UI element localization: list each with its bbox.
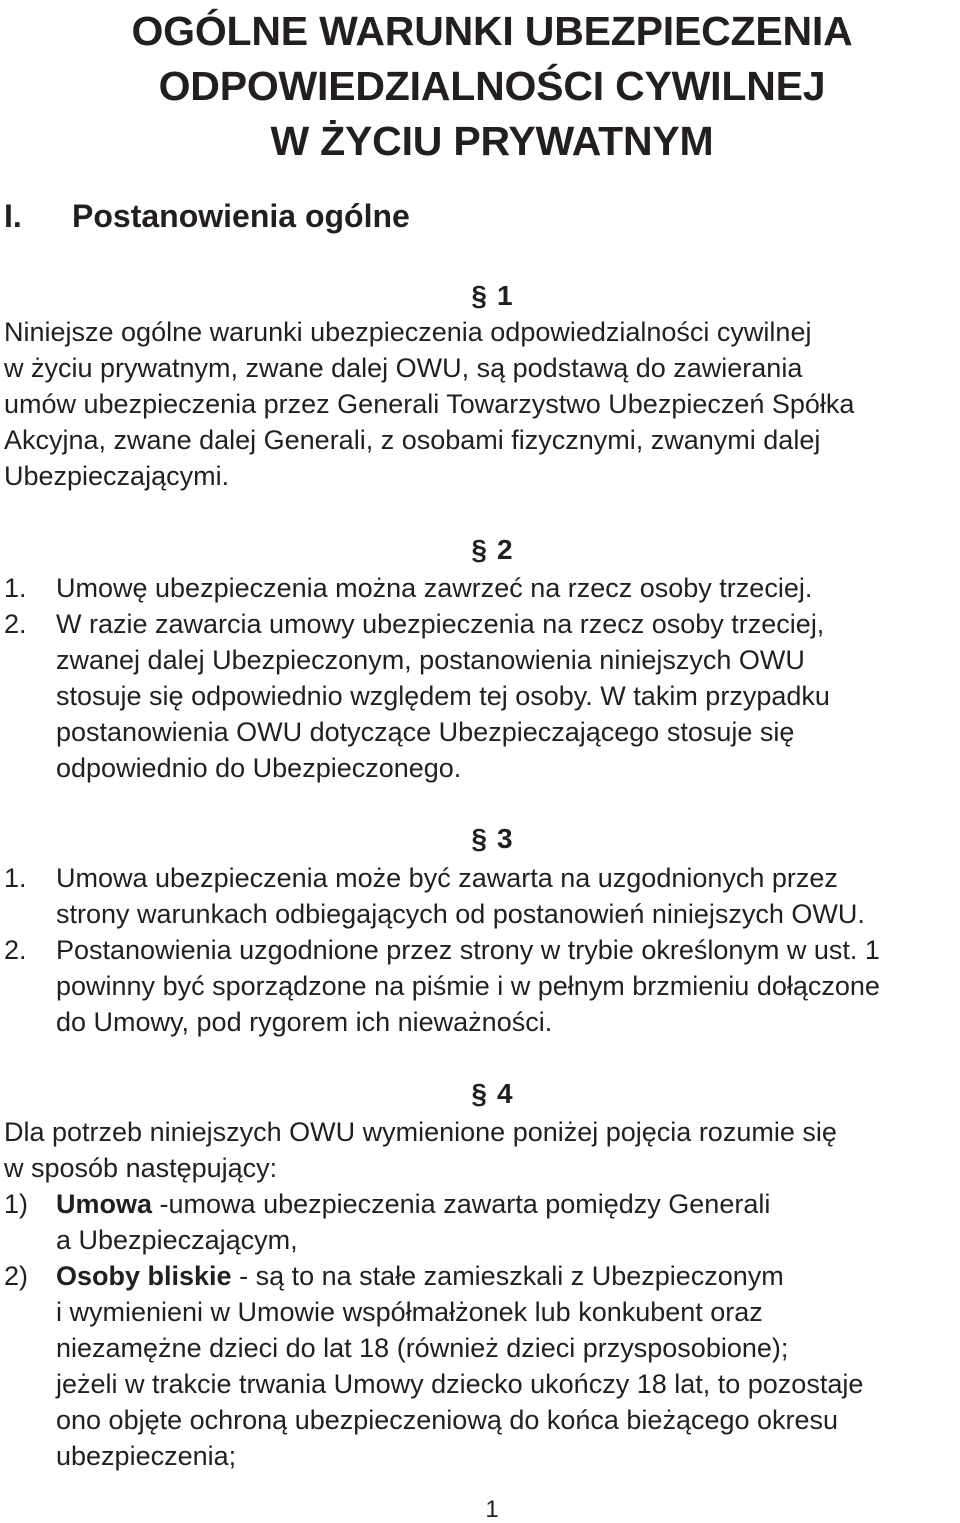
text-line: ono objęte ochroną ubezpieczeniową do końca bieżącego okresu xyxy=(56,1405,839,1435)
paragraph-number: 4 xyxy=(497,1078,513,1109)
text-line: Ubezpieczającymi. xyxy=(4,461,230,491)
text-line: do Umowy, pod rygorem ich nieważności. xyxy=(56,1007,553,1037)
text-line: stosuje się odpowiednio względem tej osoby. W takim przypadku xyxy=(56,681,830,711)
section-sign: § xyxy=(471,280,487,311)
list-item xyxy=(4,570,960,606)
definition-text: - są to na stałe zamieszkali z Ubezpieczonym xyxy=(231,1261,784,1291)
text-line: Umowę ubezpieczenia można zawrzeć na rzecz osoby trzeciej. xyxy=(56,573,813,603)
text-line: Niniejsze ogólne warunki ubezpieczenia odpowiedzialności cywilnej xyxy=(4,317,812,347)
item-number: 1. xyxy=(4,573,27,603)
text-line: postanowienia OWU dotyczące Ubezpieczającego stosuje się xyxy=(56,717,795,747)
item-number: 1. xyxy=(4,863,27,893)
paragraph-heading xyxy=(0,822,960,856)
text-line: W razie zawarcia umowy ubezpieczenia na rzecz osoby trzeciej, xyxy=(56,609,825,639)
section-sign: § xyxy=(471,823,487,854)
section-sign: § xyxy=(471,1078,487,1109)
definition-item xyxy=(4,1258,960,1474)
text-line: zwanej dalej Ubezpieczonym, postanowienia niniejszych OWU xyxy=(56,645,805,675)
title-line: W ŻYCIU PRYWATNYM xyxy=(270,118,714,164)
text-line: Dla potrzeb niniejszych OWU wymienione poniżej pojęcia rozumie się xyxy=(4,1117,837,1147)
text-line: powinny być sporządzone na piśmie i w pełnym brzmieniu dołączone xyxy=(56,971,880,1001)
text-line xyxy=(56,1186,960,1222)
title-line: ODPOWIEDZIALNOŚCI CYWILNEJ xyxy=(158,63,826,109)
list-item xyxy=(4,860,960,932)
text-line: Akcyjna, zwane dalej Generali, z osobami fizycznymi, zwanymi dalej xyxy=(4,425,821,455)
item-number: 2. xyxy=(4,935,27,965)
section-sign: § xyxy=(471,534,487,565)
text-line xyxy=(56,1258,960,1294)
page-number: 1 xyxy=(485,1496,499,1523)
text-line: jeżeli w trakcie trwania Umowy dziecko ukończy 18 lat, to pozostaje xyxy=(56,1369,864,1399)
text-line: a Ubezpieczającym, xyxy=(56,1225,298,1255)
document-title xyxy=(0,4,960,169)
chapter-title: Postanowienia ogólne xyxy=(72,198,410,234)
list-item xyxy=(4,606,960,786)
text-line: Postanowienia uzgodnione przez strony w trybie określonym w ust. 1 xyxy=(56,935,880,965)
paragraph-4-body xyxy=(4,1114,960,1474)
definitions-list xyxy=(4,1186,960,1474)
chapter-number: I. xyxy=(4,198,22,234)
text-line: i wymienieni w Umowie współmałżonek lub konkubent oraz xyxy=(56,1297,763,1327)
defined-term: Umowa xyxy=(56,1189,153,1219)
text-line: w sposób następujący: xyxy=(4,1153,278,1183)
paragraph-number: 3 xyxy=(497,823,513,854)
text-line: strony warunkach odbiegających od postanowień niniejszych OWU. xyxy=(56,899,865,929)
title-line: OGÓLNE WARUNKI UBEZPIECZENIA xyxy=(131,8,853,54)
item-number: 1) xyxy=(4,1189,29,1219)
paragraph-heading xyxy=(0,533,960,567)
text-line: w życiu prywatnym, zwane dalej OWU, są podstawą do zawierania xyxy=(4,353,803,383)
text-line: Umowa ubezpieczenia może być zawarta na uzgodnionych przez xyxy=(56,863,838,893)
paragraph-number: 1 xyxy=(497,280,513,311)
paragraph-2-list xyxy=(4,570,960,786)
chapter-heading xyxy=(4,196,410,236)
paragraph-1-body xyxy=(4,314,960,494)
paragraph-heading xyxy=(0,1077,960,1111)
item-number: 2. xyxy=(4,609,27,639)
defined-term: Osoby bliskie xyxy=(56,1261,232,1291)
paragraph-3-list xyxy=(4,860,960,1040)
text-line: umów ubezpieczenia przez Generali Towarzystwo Ubezpieczeń Spółka xyxy=(4,389,855,419)
text-line: niezamężne dzieci do lat 18 (również dzieci przysposobione); xyxy=(56,1333,789,1363)
paragraph-heading xyxy=(0,279,960,313)
list-item xyxy=(4,932,960,1040)
item-number: 2) xyxy=(4,1261,29,1291)
definition-text: -umowa ubezpieczenia zawarta pomiędzy Generali xyxy=(152,1189,771,1219)
text-line: ubezpieczenia; xyxy=(56,1441,237,1471)
paragraph-number: 2 xyxy=(497,534,513,565)
definition-item xyxy=(4,1186,960,1258)
text-line: odpowiednio do Ubezpieczonego. xyxy=(56,753,462,783)
